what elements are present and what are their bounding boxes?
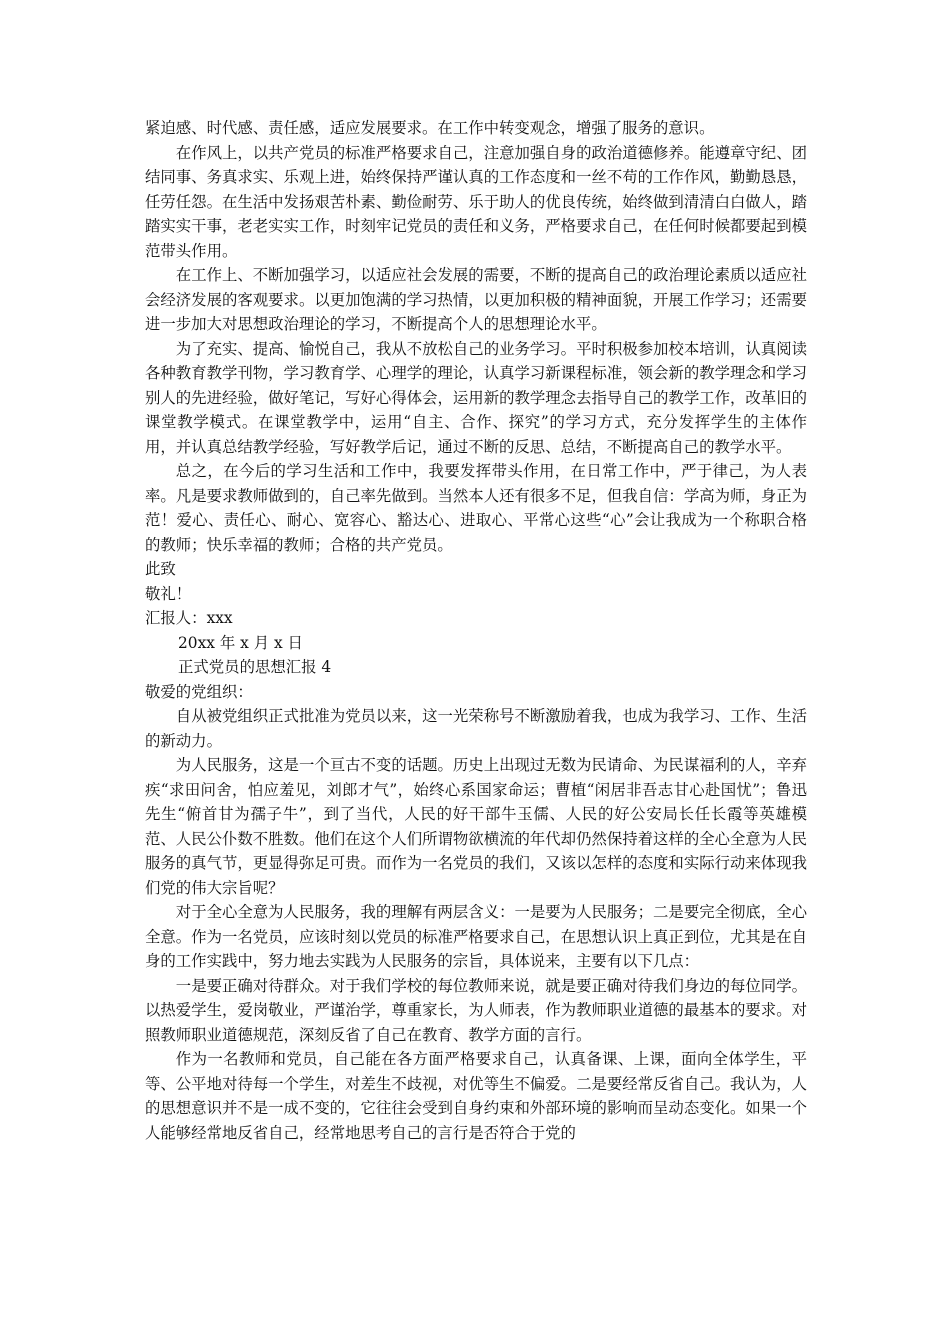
paragraph-2-intro: 自从被党组织正式批准为党员以来，这一光荣称号不断激励着我，也成为我学习、工作、生活的新动力。 xyxy=(145,707,807,750)
closing-salute-2: 敬礼！ xyxy=(145,584,192,603)
paragraph-work-study: 在工作上、不断加强学习，以适应社会发展的需要，不断的提高自己的政治理论素质以适应社会经济发展的客观要求。以更加饱满的学习热情，以更加积极的精神面貌，开展工作学习；还需要进一步加大对思想政治理论的学习，不断提高个人的思想理论水平。 xyxy=(145,266,807,333)
paragraph-work-style: 在作风上，以共产党员的标准严格要求自己，注意加强自身的政治道德修养。能遵章守纪、团结同事、务真求实、乐观上进，始终保持严谨认真的工作态度和一丝不苟的工作作风，勤勤恳恳，任劳任怨。在生活中发扬艰苦朴素、勤俭耐劳、乐于助人的优良传统，始终做到清清白白做人，踏踏实实干事，老老实实工作，时刻牢记党员的责任和义务，严格要求自己，在任何时候都要起到模范带头作用。 xyxy=(145,143,807,260)
reporter-line: 汇报人：xxx xyxy=(145,609,233,627)
report-date: 20xx 年 x 月 x 日 xyxy=(178,633,303,652)
paragraph-professional-study: 为了充实、提高、愉悦自己，我从不放松自己的业务学习。平时积极参加校本培训，认真阅读各种教育教学刊物，学习教育学、心理学的理论，认真学习新课程标准，领会新的教学理念和学习别人的先进经验，做好笔记，写好心得体会，运用新的教学理念去指导自己的教学工作，改革旧的课堂教学模式。在课堂教学中，运用“自主、合作、探究”的学习方式，充分发挥学生的主体作用，并认真总结教学经验，写好教学后记，通过不断的反思、总结，不断提高自己的教学水平。 xyxy=(145,339,807,456)
report-title: 正式党员的思想汇报 4 xyxy=(178,658,332,676)
paragraph-conclusion: 总之，在今后的学习生活和工作中，我要发挥带头作用，在日常工作中，严于律己，为人表率。凡是要求教师做到的，自己率先做到。当然本人还有很多不足，但我自信：学高为师，身正为范！爱心、责任心、耐心、宽容心、豁达心、进取心、平常心这些“心”会让我成为一个称职合格的教师；快乐幸福的教师；合格的共产党员。 xyxy=(145,462,807,554)
greeting: 敬爱的党组织： xyxy=(145,682,253,701)
paragraph-2-serve-people: 为人民服务，这是一个亘古不变的话题。历史上出现过无数为民请命、为民谋福利的人，辛弃疾“求田问舍，怕应羞见，刘郎才气”，始终心系国家命运；曹植“闲居非吾志甘心赴国忧”；鲁迅先生“俯首甘为孺子牛”，到了当代，人民的好干部牛玉儒、人民的好公安局长任长霞等英雄模范、人民公仆数不胜数。他们在这个人们所谓物欲横流的年代却仍然保持着这样的全心全意为人民服务的真气节，更显得弥足可贵。而作为一名党员的我们，又该以怎样的态度和实际行动来体现我们党的伟大宗旨呢？ xyxy=(145,756,807,897)
paragraph-2-teacher-member: 作为一名教师和党员，自己能在各方面严格要求自己，认真备课、上课，面向全体学生，平等、公平地对待每一个学生，对差生不歧视，对优等生不偏爱。二是要经常反省自己。我认为，人的思想意识并不是一成不变的，它往往会受到自身约束和外部环境的影响而呈动态变化。如果一个人能够经常地反省自己，经常地思考自己的言行是否符合于党的 xyxy=(145,1050,807,1142)
document-page xyxy=(145,116,807,1145)
paragraph-2-understanding: 对于全心全意为人民服务，我的理解有两层含义：一是要为人民服务；二是要完全彻底，全心全意。作为一名党员，应该时刻以党员的标准严格要求自己，在思想认识上真正到位，尤其是在自身的工作实践中，努力地去实践为人民服务的宗旨，具体说来，主要有以下几点： xyxy=(145,903,807,970)
paragraph-continuation: 紧迫感、时代感、责任感，适应发展要求。在工作中转变观念，增强了服务的意识。 xyxy=(145,119,715,137)
closing-salute-1: 此致 xyxy=(145,560,176,578)
paragraph-2-treat-masses: 一是要正确对待群众。对于我们学校的每位教师来说，就是要正确对待我们身边的每位同学。以热爱学生，爱岗敬业，严谨治学，尊重家长，为人师表，作为教师职业道德的最基本的要求。对照教师职业道德规范，深刻反省了自己在教育、教学方面的言行。 xyxy=(145,976,807,1044)
